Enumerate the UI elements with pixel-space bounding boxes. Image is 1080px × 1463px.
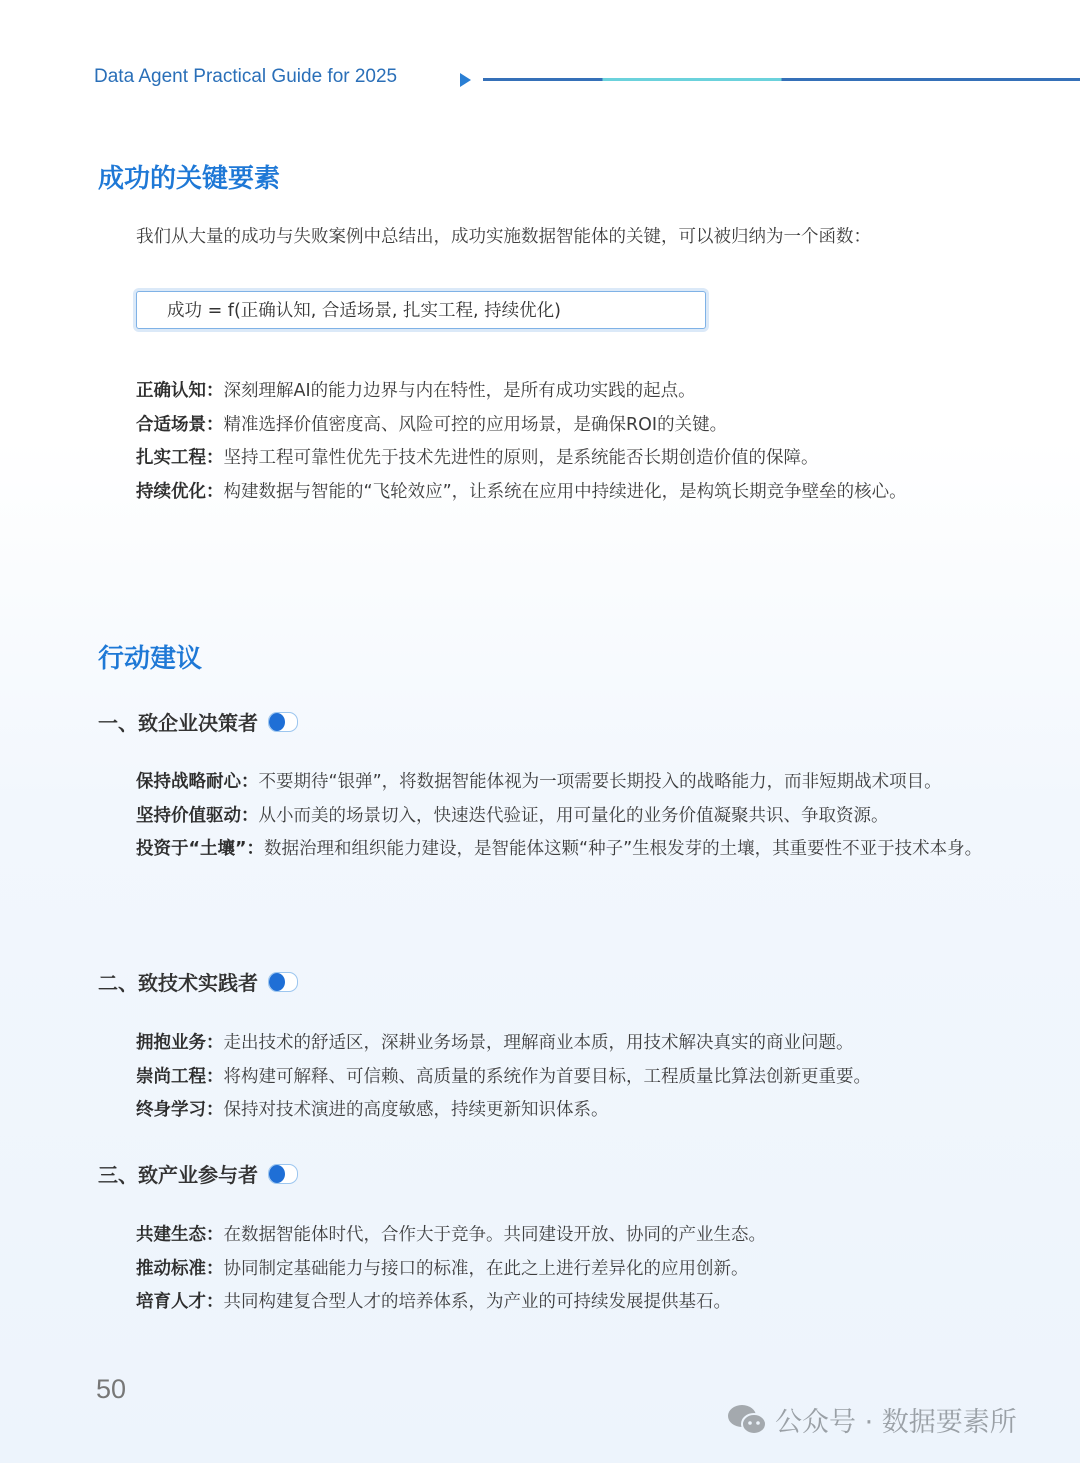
item-text: 不要期待“银弹”，将数据智能体视为一项需要长期投入的战略能力，而非短期战术项目。: [258, 772, 942, 792]
item-label: 持续优化：: [136, 481, 224, 502]
item-text: 精准选择价值密度高、风险可控的应用场景，是确保ROI的关键。: [223, 414, 728, 435]
wechat-icon: [727, 1403, 767, 1437]
item-label: 拥抱业务：: [136, 1033, 224, 1053]
list-item: [98, 409, 988, 443]
item-label: 共建生态：: [136, 1225, 224, 1245]
group-title: 三、致产业参与者: [98, 1163, 258, 1187]
group-list: [98, 766, 988, 867]
group-title: 二、致技术实践者: [98, 971, 258, 995]
item-text: 保持对技术演进的高度敏感，持续更新知识体系。: [223, 1100, 609, 1120]
item-label: 投资于“土壤”：: [136, 839, 265, 859]
running-header: Data Agent Practical Guide for 2025: [94, 66, 398, 87]
watermark-text: 公众号 · 数据要素所: [775, 1407, 1017, 1438]
list-item: [98, 1094, 988, 1128]
list-item: [98, 1253, 988, 1287]
list-item: [98, 1027, 988, 1061]
item-text: 构建数据与智能的“飞轮效应”，让系统在应用中持续进化，是构筑长期竞争壁垒的核心。: [223, 481, 907, 502]
section-title-action: 行动建议: [98, 644, 203, 674]
item-label: 保持战略耐心：: [136, 772, 259, 792]
intro-paragraph: [98, 221, 988, 255]
item-label: 终身学习：: [136, 1100, 224, 1120]
item-label: 推动标准：: [136, 1258, 224, 1279]
toggle-icon: [268, 1164, 298, 1184]
list-item: [98, 1286, 988, 1320]
list-item: [98, 1219, 988, 1253]
page-number: 50: [96, 1374, 127, 1404]
toggle-icon: [268, 712, 298, 732]
key-factor-list: [98, 375, 988, 509]
list-item: [98, 800, 988, 834]
watermark: [727, 1400, 1017, 1439]
item-label: 扎实工程：: [136, 448, 224, 468]
item-text: 从小而美的场景切入，快速迭代验证，用可量化的业务价值凝聚共识、争取资源。: [258, 805, 889, 826]
group-list: [98, 1219, 988, 1320]
list-item: [98, 1061, 988, 1095]
item-text: 将构建可解释、可信赖、高质量的系统作为首要目标，工程质量比算法创新更重要。: [223, 1066, 871, 1087]
header-rule: [483, 78, 1080, 81]
group-heading: [98, 967, 298, 996]
play-triangle-icon: [460, 73, 471, 87]
list-item: [98, 375, 988, 409]
item-text: 共同构建复合型人才的培养体系，为产业的可持续发展提供基石。: [223, 1292, 731, 1312]
list-item: [98, 766, 988, 800]
list-item: [98, 833, 988, 867]
section-title-key-factors: 成功的关键要素: [98, 164, 281, 194]
item-text: 协同制定基础能力与接口的标准，在此之上进行差异化的应用创新。: [223, 1258, 749, 1279]
group-heading: [98, 1159, 298, 1188]
item-label: 崇尚工程：: [136, 1066, 224, 1087]
item-text: 走出技术的舒适区，深耕业务场景，理解商业本质，用技术解决真实的商业问题。: [223, 1033, 854, 1053]
item-label: 培育人才：: [136, 1292, 224, 1312]
item-text: 深刻理解AI的能力边界与内在特性，是所有成功实践的起点。: [223, 381, 696, 401]
item-text: 在数据智能体时代，合作大于竞争。共同建设开放、协同的产业生态。: [223, 1225, 766, 1245]
list-item: [98, 442, 988, 476]
group-heading: [98, 707, 298, 736]
group-title: 一、致企业决策者: [98, 711, 258, 735]
intro-text: 我们从大量的成功与失败案例中总结出，成功实施数据智能体的关键，可以被归纳为一个函数：: [136, 227, 871, 247]
item-label: 正确认知：: [136, 381, 224, 401]
formula-box: 成功 = f(正确认知, 合适场景, 扎实工程, 持续优化): [136, 291, 706, 329]
toggle-icon: [268, 972, 298, 992]
list-item: [98, 476, 988, 510]
item-label: 坚持价值驱动：: [136, 805, 259, 826]
item-text: 数据治理和组织能力建设，是智能体这颗“种子”生根发芽的土壤，其重要性不亚于技术本身。: [264, 839, 983, 859]
group-list: [98, 1027, 988, 1128]
item-label: 合适场景：: [136, 414, 224, 435]
item-text: 坚持工程可靠性优先于技术先进性的原则，是系统能否长期创造价值的保障。: [223, 448, 819, 468]
